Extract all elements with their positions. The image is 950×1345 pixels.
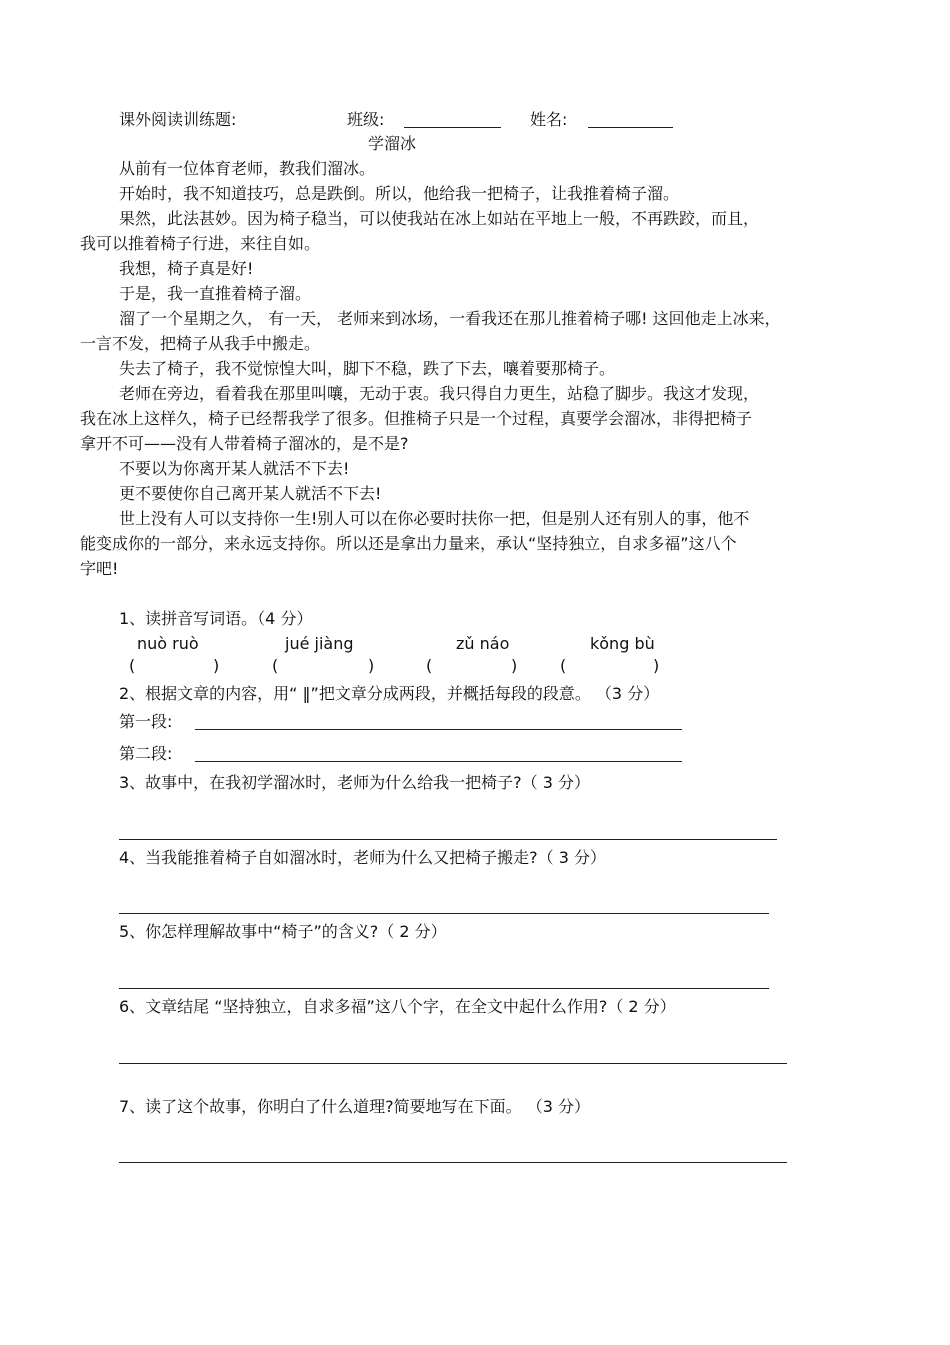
paragraph-continuation: 能变成你的一部分，来永远支持你。所以还是拿出力量来，承认“坚持独立，自求多福”这八个 xyxy=(80,534,737,553)
paragraph: 溜了一个星期之久， 有一天， 老师来到冰场，一看我还在那儿推着椅子哪! 这回他走上冰来， xyxy=(119,309,781,328)
name-field[interactable] xyxy=(588,127,673,128)
paragraph: 失去了椅子，我不觉惊惶大叫，脚下不稳，跌了下去，嚷着要那椅子。 xyxy=(119,359,616,378)
paren-open: ( xyxy=(560,656,567,675)
segment-1-label: 第一段: xyxy=(119,712,173,731)
paren-close: ) xyxy=(653,656,660,675)
question-6-answer-line[interactable] xyxy=(119,1063,787,1064)
class-field[interactable] xyxy=(404,127,501,128)
question-2: 2、根据文章的内容，用“ ‖”把文章分成两段，并概括每段的段意。 （3 分） xyxy=(119,684,660,703)
question-4: 4、当我能推着椅子自如溜冰时，老师为什么又把椅子搬走?（ 3 分） xyxy=(119,848,607,867)
pinyin-4: kǒng bù xyxy=(590,634,655,653)
class-label: 班级: xyxy=(347,110,385,129)
paren-open: ( xyxy=(129,656,136,675)
question-5-answer-line[interactable] xyxy=(119,988,769,989)
paragraph-continuation: 字吧! xyxy=(80,559,119,578)
pinyin-2: jué jiàng xyxy=(285,634,354,653)
paren-open: ( xyxy=(272,656,279,675)
paren-close: ) xyxy=(511,656,518,675)
paragraph: 世上没有人可以支持你一生!别人可以在你必要时扶你一把，但是别人还有别人的事，他不 xyxy=(119,509,750,528)
paragraph-continuation: 我在冰上这样久，椅子已经帮我学了很多。但推椅子只是一个过程，真要学会溜冰，非得把椅子 xyxy=(80,409,753,428)
question-3-answer-line[interactable] xyxy=(119,839,777,840)
paren-close: ) xyxy=(368,656,375,675)
paragraph-continuation: 一言不发，把椅子从我手中搬走。 xyxy=(80,334,321,353)
segment-2-answer-line[interactable] xyxy=(195,761,682,762)
question-4-answer-line[interactable] xyxy=(119,913,769,914)
paragraph: 更不要使你自己离开某人就活不下去! xyxy=(119,484,382,503)
segment-2-label: 第二段: xyxy=(119,744,173,763)
question-7: 7、读了这个故事，你明白了什么道理?简要地写在下面。 （3 分） xyxy=(119,1097,591,1116)
paragraph-continuation: 拿开不可——没有人带着椅子溜冰的，是不是? xyxy=(80,434,409,453)
paren-close: ) xyxy=(213,656,220,675)
paragraph: 老师在旁边，看着我在那里叫嚷，无动于衷。我只得自力更生，站稳了脚步。我这才发现， xyxy=(119,384,760,403)
question-6: 6、文章结尾 “坚持独立，自求多福”这八个字，在全文中起什么作用?（ 2 分） xyxy=(119,997,676,1016)
question-3: 3、故事中，在我初学溜冰时，老师为什么给我一把椅子?（ 3 分） xyxy=(119,773,591,792)
question-7-answer-line[interactable] xyxy=(119,1162,787,1163)
paragraph: 开始时，我不知道技巧，总是跌倒。所以，他给我一把椅子，让我推着椅子溜。 xyxy=(119,184,680,203)
name-label: 姓名: xyxy=(530,110,568,129)
paragraph: 我想，椅子真是好! xyxy=(119,259,254,278)
paragraph-continuation: 我可以推着椅子行进，来往自如。 xyxy=(80,234,321,253)
paragraph: 于是，我一直推着椅子溜。 xyxy=(119,284,312,303)
paragraph: 果然，此法甚妙。因为椅子稳当，可以使我站在冰上如站在平地上一般，不再跌跤，而且， xyxy=(119,209,760,228)
worksheet-prefix: 课外阅读训练题: xyxy=(119,110,237,129)
segment-1-answer-line[interactable] xyxy=(195,729,682,730)
story-title: 学溜冰 xyxy=(368,134,417,153)
pinyin-3: zǔ náo xyxy=(456,634,510,653)
paragraph: 不要以为你离开某人就活不下去! xyxy=(119,459,350,478)
paragraph: 从前有一位体育老师，教我们溜冰。 xyxy=(119,159,376,178)
question-1: 1、读拼音写词语。（4 分） xyxy=(119,609,313,628)
question-5: 5、你怎样理解故事中“椅子”的含义?（ 2 分） xyxy=(119,922,447,941)
paren-open: ( xyxy=(426,656,433,675)
pinyin-1: nuò ruò xyxy=(137,634,199,653)
